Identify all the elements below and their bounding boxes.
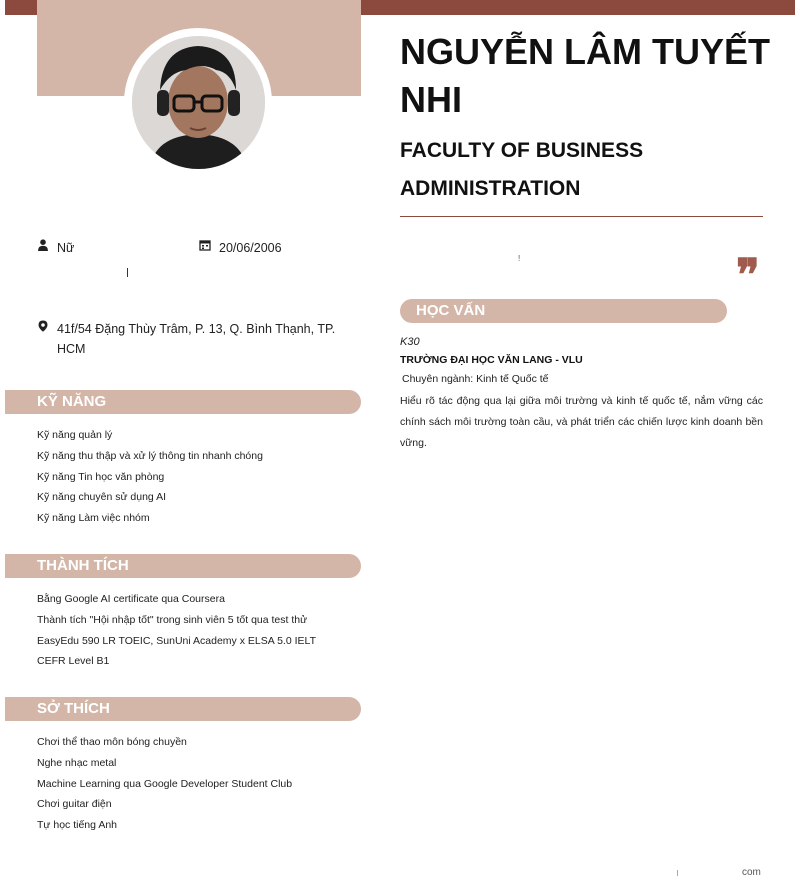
education-title: HỌC VẤN	[416, 302, 486, 319]
list-item: Kỹ năng Tin học văn phòng	[37, 470, 165, 483]
hobbies-header	[5, 697, 361, 721]
person-name: NGUYỄN LÂM TUYẾT NHI	[400, 31, 771, 120]
list-item: Kỹ năng quản lý	[37, 429, 113, 441]
achievements-list	[37, 589, 357, 672]
gender-text: Nữ	[57, 241, 75, 255]
education-header	[400, 299, 727, 323]
header-divider	[400, 216, 763, 217]
address-text: 41f/54 Đặng Thùy Trâm, P. 13, Q. Bình Thạnh, TP. HCM	[57, 322, 336, 356]
list-item: Bằng Google AI certificate qua Coursera	[37, 593, 225, 605]
skills-header	[5, 390, 361, 414]
avatar	[132, 36, 265, 169]
faculty-title: FACULTY OF BUSINESS ADMINISTRATION	[400, 139, 644, 200]
footer-text: com	[742, 867, 761, 878]
separator-tick	[127, 268, 128, 277]
education-school: TRƯỜNG ĐẠI HỌC VĂN LANG - VLU	[400, 354, 583, 366]
birthdate-row	[199, 238, 359, 258]
education-major: Chuyên ngành: Kinh tế Quốc tế	[402, 373, 549, 385]
location-pin-icon	[37, 320, 49, 332]
address-row	[37, 319, 347, 361]
calendar-icon	[199, 239, 211, 251]
list-item: CEFR Level B1	[37, 655, 110, 668]
footer-mark	[677, 870, 678, 876]
education-term: K30	[400, 336, 420, 348]
person-icon	[37, 239, 49, 251]
birthdate-text: 20/06/2006	[219, 241, 282, 255]
achievements-header	[5, 554, 361, 578]
list-item: Kỹ năng chuyên sử dụng AI	[37, 491, 167, 504]
list-item: Chơi guitar điện	[37, 798, 112, 811]
list-item: Tự học tiếng Anh	[37, 819, 117, 832]
skills-title: KỸ NĂNG	[37, 393, 107, 410]
list-item: Thành tích "Hội nhập tốt" trong sinh viên 5 tốt qua test thử	[37, 613, 308, 626]
list-item: Machine Learning qua Google Developer Student Club	[37, 777, 293, 790]
list-item: Kỹ năng thu thập và xử lý thông tin nhanh chóng	[37, 449, 263, 462]
hobbies-title: SỞ THÍCH	[37, 700, 110, 717]
list-item: Nghe nhạc metal	[37, 756, 117, 769]
achievements-title: THÀNH TÍCH	[37, 557, 129, 574]
education-description: Hiểu rõ tác động qua lại giữa môi trường và kinh tế quốc tế, nắm vững các chính sách môi trường toàn cầu, và phát triển các chiến lược kinh doanh bền vững.	[400, 395, 763, 449]
list-item: Chơi thể thao môn bóng chuyền	[37, 736, 187, 748]
list-item: EasyEdu 590 LR TOEIC, SunUni Academy x ELSA 5.0 IELT	[37, 634, 316, 647]
gender-row	[37, 238, 187, 258]
small-mark: !	[518, 254, 521, 263]
hobbies-list	[37, 732, 357, 836]
list-item: Kỹ năng Làm việc nhóm	[37, 512, 150, 525]
quote-icon: ❞	[736, 250, 760, 301]
skills-list	[37, 425, 357, 529]
